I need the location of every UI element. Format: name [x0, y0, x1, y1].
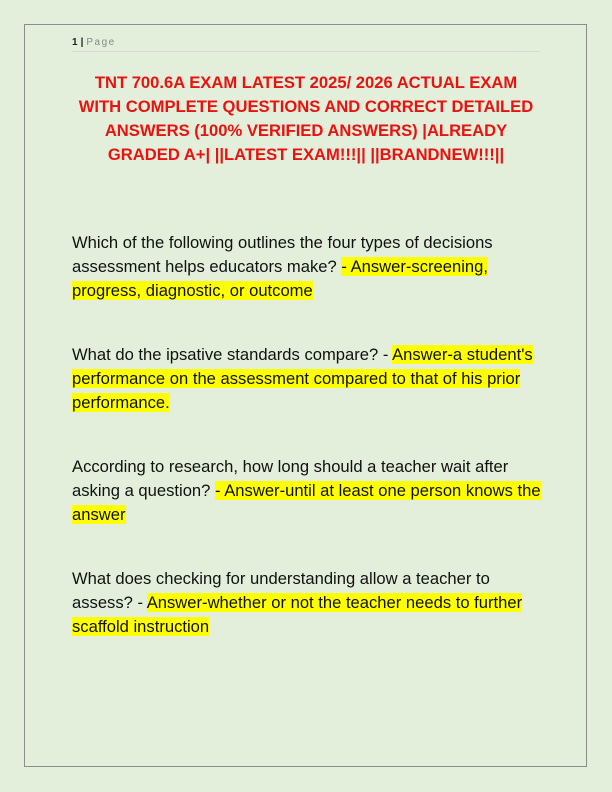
qa-item-2 — [72, 343, 542, 415]
qa-item-4 — [72, 567, 542, 639]
question-text: What does checking for understanding allow a teacher to assess? — [72, 569, 490, 612]
qa-item-1 — [72, 231, 542, 303]
page-number: 1 — [72, 37, 78, 48]
qa-item-3 — [72, 455, 542, 527]
question-text: According to research, how long should a teacher wait after asking a question? — [72, 457, 509, 500]
page-separator: | — [80, 37, 84, 48]
answer-text: Answer-a student's performance on the assessment compared to that of his prior performance. — [72, 345, 533, 412]
page-label: Page — [86, 37, 116, 48]
answer-text: - Answer-screening, progress, diagnostic, or outcome — [72, 257, 488, 300]
question-connector: - — [378, 345, 393, 364]
question-connector: - — [132, 593, 147, 612]
answer-text: - Answer-until at least one person knows the answer — [72, 481, 541, 524]
page-header — [72, 36, 540, 52]
question-text: What do the ipsative standards compare? — [72, 345, 379, 364]
answer-text: Answer-whether or not the teacher needs to further scaffold instruction — [72, 593, 523, 636]
question-text: Which of the following outlines the four types of decisions assessment helps educators make? — [72, 233, 493, 276]
document-title: TNT 700.6A EXAM LATEST 2025/ 2026 ACTUAL EXAM WITH COMPLETE QUESTIONS AND CORRECT DETAILED ANSWERS (100% VERIFIED ANSWERS) |ALREADY GRADED A+| ||LATEST EXAM!!!|| ||BRANDNEW!!!|| — [78, 73, 534, 164]
